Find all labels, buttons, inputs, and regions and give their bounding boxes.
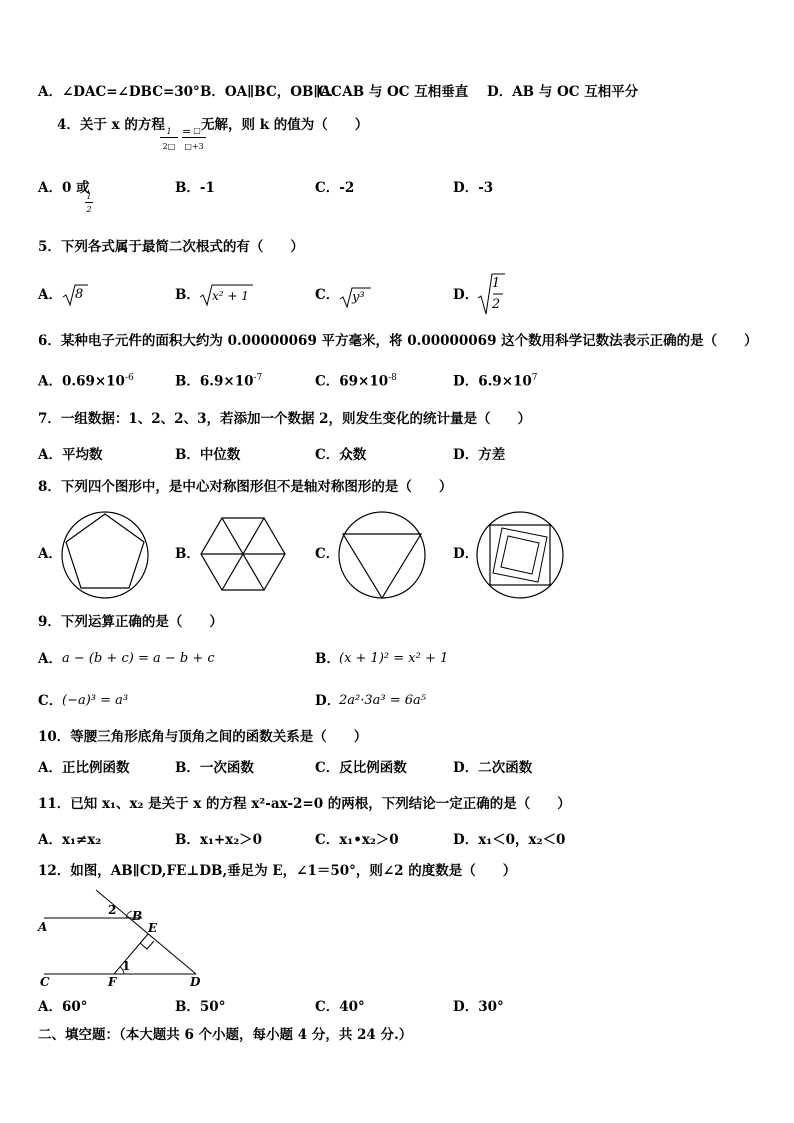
q3-option-a: A．∠DAC=∠DBC=30° [38,84,200,100]
q6-stem: 6．某种电子元件的面积大约为 0.00000069 平方毫米，将 0.00000069 这个数用科学记数法表示正确的是（ ） [38,333,758,349]
q7-option-b: B．中位数 [175,447,241,463]
q4-option-c: C．-2 [315,180,355,196]
q4-frac2-den: □+3 [184,142,204,151]
q12-label-b: B [132,909,143,923]
q4-option-a: A．0 或 [38,180,90,196]
q6-option-b: B．$6.9\times 10^{-7}$ [175,373,263,390]
q9-expr-d: 2a²·3a³ = 6a⁵ [339,693,426,708]
q4-frac2-bar [182,137,206,138]
q4-equals: = [182,125,192,138]
q12-option-c: C．40° [315,999,365,1015]
q8-figure-d-squares-in-circle [475,510,565,600]
q3-option-c: C．AB 与 OC 互相垂直 [318,84,469,100]
q11-option-b: B．x₁+x₂＞0 [175,832,263,848]
q6-option-b-exponent: -7 [253,373,263,383]
q4-option-b: B．-1 [175,180,215,196]
q8-figure-c-triangle-in-circle [337,510,427,600]
q7-stem: 7．一组数据：1、2、2、3，若添加一个数据 2，则发生变化的统计量是（ ） [38,411,532,427]
q7-option-a: A．平均数 [38,447,103,463]
q11-option-a: A．x₁≠x₂ [38,832,102,848]
q4-stem-b: 无解，则 k 的值为（ ） [201,117,369,133]
q5-label-c: C． [315,287,340,303]
q5-radicand-c: y³ [352,290,365,305]
q6-option-c-exponent: -8 [388,373,397,383]
q4-stem-a: 4．关于 x 的方程 [57,117,165,133]
q7-option-c: C．众数 [315,447,367,463]
q8-label-d: D． [453,546,479,562]
q12-option-a: A．60° [38,999,88,1015]
section2-title: 二、填空题：（本大题共 6 个小题，每小题 4 分，共 24 分.） [38,1027,413,1043]
q5-radicand-b: x² + 1 [212,289,249,303]
q5-radicand-d-num: 1 [491,276,501,291]
q7-option-d: D．方差 [453,447,506,463]
q8-figure-a-pentagon-in-circle [60,510,150,600]
q8-label-b: B． [175,546,200,562]
q4-frac2-num: □ [193,126,201,135]
q12-label-e: E [148,921,158,935]
q5-label-b: B． [175,287,200,303]
q9-expr-b: (x + 1)² = x² + 1 [339,651,449,666]
q9-label-d: D． [315,693,341,709]
q12-label-d: D [190,975,201,989]
q12-option-b: B．50° [175,999,226,1015]
q8-label-a: A． [38,546,62,562]
q10-option-d: D．二次函数 [453,760,533,776]
q11-option-d: D．x₁＜0，x₂＜0 [453,832,566,848]
q5-label-d: D． [453,287,479,303]
q12-label-f: F [108,975,117,989]
q8-label-c: C． [315,546,340,562]
q9-expr-c: (−a)³ = a³ [62,693,129,708]
q5-radicand-d-den: 2 [491,297,501,312]
q12-stem: 12．如图，AB∥CD,FE⊥DB,垂足为 E，∠1＝50°，则∠2 的度数是（ ） [38,863,517,879]
q9-label-c: C． [38,693,63,709]
q4-frac1-bar [160,137,178,138]
q12-label-a: A [38,920,48,934]
q9-stem: 9．下列运算正确的是（ ） [38,614,223,630]
q8-stem: 8．下列四个图形中，是中心对称图形但不是轴对称图形的是（ ） [38,479,453,495]
q10-option-a: A．正比例函数 [38,760,130,776]
q4-frac1-num: 1 [166,127,172,136]
q6-option-a-exponent: -6 [124,373,134,383]
q6-option-d: D．$6.9\times 10^7$ [453,373,538,390]
q12-label-c: C [40,975,50,989]
q5-stem: 5．下列各式属于最简二次根式的有（ ） [38,239,304,255]
q11-option-c: C．x₁•x₂＞0 [315,832,399,848]
q10-stem: 10．等腰三角形底角与顶角之间的函数关系是（ ） [38,729,368,745]
q10-option-b: B．一次函数 [175,760,254,776]
q3-option-b: B．OA∥BC，OB∥AC [200,84,342,100]
q4-frac1-den: 2□ [162,142,176,151]
q5-radicand-a: 8 [75,287,84,302]
q12-figure-parallel-lines [36,884,216,992]
q4-option-a-num: 1 [86,192,92,201]
q10-option-c: C．反比例函数 [315,760,407,776]
q12-label-angle2: 2 [108,903,117,917]
q9-expr-a: a − (b + c) = a − b + c [62,651,215,666]
q8-figure-b-hexagon [199,516,287,592]
q12-option-d: D．30° [453,999,504,1015]
q9-label-a: A． [38,651,62,667]
q6-option-a: A．$0.69\times 10^{-6}$ [38,373,134,390]
q4-option-a-den: 2 [86,205,92,214]
q11-stem: 11．已知 x₁、x₂ 是关于 x 的方程 x²-ax-2=0 的两根，下列结论一定正确的是（ ） [38,796,571,812]
q6-option-c: C．$69\times 10^{-8}$ [315,373,397,390]
q9-label-b: B． [315,651,340,667]
q4-option-a-bar [85,202,93,203]
q5-label-a: A． [38,287,62,303]
q12-label-angle1: 1 [122,959,131,973]
q4-option-d: D．-3 [453,180,494,196]
q3-option-d: D．AB 与 OC 互相平分 [487,84,639,100]
q6-option-d-exponent: 7 [531,373,538,383]
